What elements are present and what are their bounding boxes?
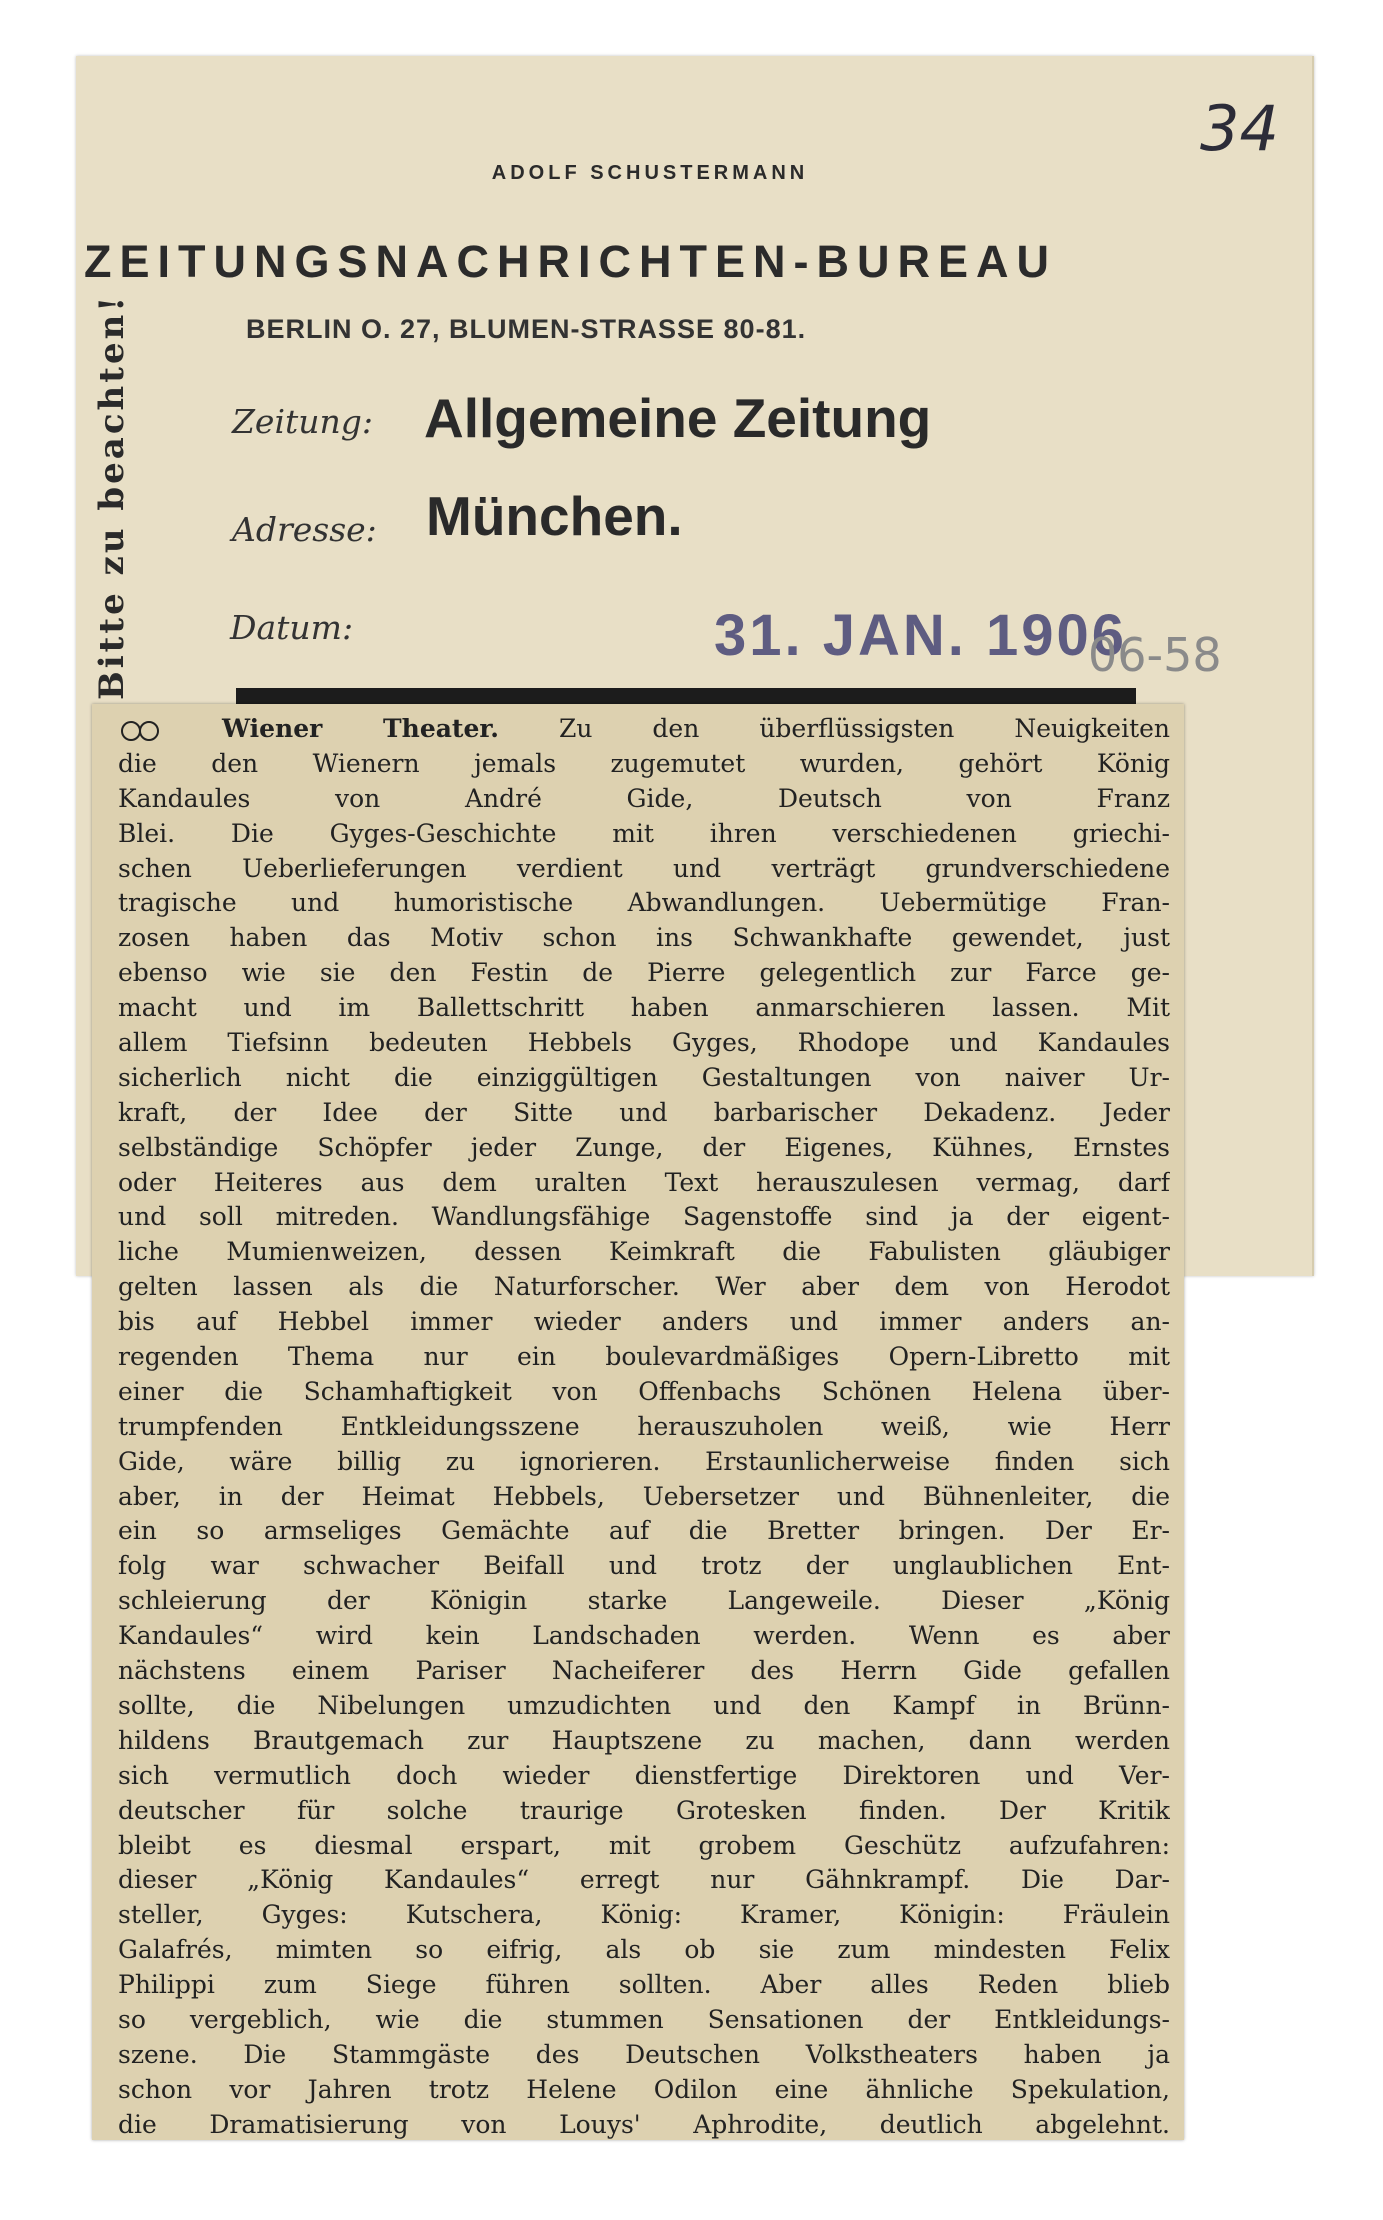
article-line: Kandaules von André Gide, Deutsch von Franz — [118, 783, 1170, 813]
article-line: tragische und humoristische Abwandlungen. Uebermütige Fran- — [118, 888, 1170, 918]
article-line: Gide, wäre billig zu ignorieren. Erstaunlicherweise finden sich — [118, 1446, 1170, 1476]
article-line: aber, in der Heimat Hebbels, Uebersetzer und Bühnenleiter, die — [118, 1481, 1170, 1511]
company-name: ADOLF SCHUSTERMANN — [491, 162, 809, 184]
article-line: sich vermutlich doch wieder dienstfertige Direktoren und Ver- — [118, 1760, 1170, 1790]
article-line: gelten lassen als die Naturforscher. Wer aber dem von Herodot — [118, 1272, 1170, 1302]
header-rule — [236, 688, 1136, 704]
article-line: schen Ueberlieferungen verdient und verträgt grundverschiedene — [118, 853, 1170, 883]
article-line: sollte, die Nibelungen umzudichten und den Kampf in Brünn- — [118, 1690, 1170, 1720]
article-first-line: Zu den überflüssigsten Neuigkeiten — [558, 714, 1170, 743]
article-line: schon vor Jahren trotz Helene Odilon eine ähnliche Spekulation, — [118, 2074, 1170, 2104]
article-line: deutscher für solche traurige Grotesken finden. Der Kritik — [118, 1795, 1170, 1825]
bureau-name: ZEITUNGSNACHRICHTEN-BUREAU — [84, 236, 1057, 287]
article-line: oder Heiteres aus dem uralten Text herauszulesen vermag, darf — [118, 1167, 1170, 1197]
zeitung-value: Allgemeine Zeitung — [424, 387, 932, 449]
article-line: steller, Gyges: Kutschera, König: Kramer, Königin: Fräulein — [118, 1900, 1170, 1930]
side-notice: Bitte zu beachten! — [92, 293, 132, 700]
article-line: kraft, der Idee der Sitte und barbarischer Dekadenz. Jeder — [118, 1097, 1170, 1127]
article-line: einer die Schamhaftigkeit von Offenbachs Schönen Helena über- — [118, 1376, 1170, 1406]
article-line: Philippi zum Siege führen sollten. Aber alles Reden blieb — [118, 1970, 1170, 2000]
article-line: zosen haben das Motiv schon ins Schwankhafte gewendet, just — [118, 923, 1170, 953]
article-line: ebenso wie sie den Festin de Pierre gelegentlich zur Farce ge- — [118, 958, 1170, 988]
handwritten-code: 06-58 — [1088, 628, 1222, 682]
page-number: 34 — [1200, 92, 1279, 165]
ornament-icon — [118, 719, 162, 743]
article-body — [118, 712, 1170, 2143]
article-line: selbständige Schöpfer jeder Zunge, der Eigenes, Kühnes, Ernstes — [118, 1132, 1170, 1162]
article-line: allem Tiefsinn bedeuten Hebbels Gyges, Rhodope und Kandaules — [118, 1028, 1170, 1058]
article-line: szene. Die Stammgäste des Deutschen Volkstheaters haben ja — [118, 2039, 1170, 2069]
article-line: Blei. Die Gyges-Geschichte mit ihren verschiedenen griechi- — [118, 818, 1170, 848]
article-line — [118, 712, 1170, 747]
article-line: macht und im Ballettschritt haben anmarschieren lassen. Mit — [118, 993, 1170, 1023]
article-line: schleierung der Königin starke Langeweile. Dieser „König — [118, 1586, 1170, 1616]
article-line: Galafrés, mimten so eifrig, als ob sie zum mindesten Felix — [118, 1935, 1170, 1965]
article-line: hildens Brautgemach zur Hauptszene zu machen, dann werden — [118, 1725, 1170, 1755]
company-address: BERLIN O. 27, BLUMEN-STRASSE 80-81. — [246, 314, 807, 344]
article-title: Wiener Theater. — [222, 714, 499, 743]
date-stamp: 31. JAN. 1906 — [714, 603, 1128, 668]
article-line: folg war schwacher Beifall und trotz der unglaublichen Ent- — [118, 1551, 1170, 1581]
zeitung-label: Zeitung: — [232, 402, 374, 441]
article-line: Kandaules“ wird kein Landschaden werden. Wenn es aber — [118, 1621, 1170, 1651]
adresse-label: Adresse: — [232, 510, 377, 549]
article-line: dieser „König Kandaules“ erregt nur Gähnkrampf. Die Dar- — [118, 1865, 1170, 1895]
article-line: ein so armseliges Gemächte auf die Bretter bringen. Der Er- — [118, 1516, 1170, 1546]
article-line: liche Mumienweizen, dessen Keimkraft die Fabulisten gläubiger — [118, 1237, 1170, 1267]
article-line: und soll mitreden. Wandlungsfähige Sagenstoffe sind ja der eigent- — [118, 1202, 1170, 1232]
article-line: regenden Thema nur ein boulevardmäßiges Opern-Libretto mit — [118, 1342, 1170, 1372]
article-line: sicherlich nicht die einziggültigen Gestaltungen von naiver Ur- — [118, 1062, 1170, 1092]
adresse-value: München. — [426, 485, 683, 547]
article-line: bis auf Hebbel immer wieder anders und immer anders an- — [118, 1307, 1170, 1337]
article-line: so vergeblich, wie die stummen Sensationen der Entkleidungs- — [118, 2004, 1170, 2034]
article-line: bleibt es diesmal erspart, mit grobem Geschütz aufzufahren: — [118, 1830, 1170, 1860]
article-line: die den Wienern jemals zugemutet wurden, gehört König — [118, 748, 1170, 778]
article-line: nächstens einem Pariser Nacheiferer des Herrn Gide gefallen — [118, 1656, 1170, 1686]
article-line: die Dramatisierung von Louys' Aphrodite, deutlich abgelehnt. — [118, 2109, 1170, 2139]
article-line: trumpfenden Entkleidungsszene herauszuholen weiß, wie Herr — [118, 1411, 1170, 1441]
datum-label: Datum: — [230, 608, 354, 647]
